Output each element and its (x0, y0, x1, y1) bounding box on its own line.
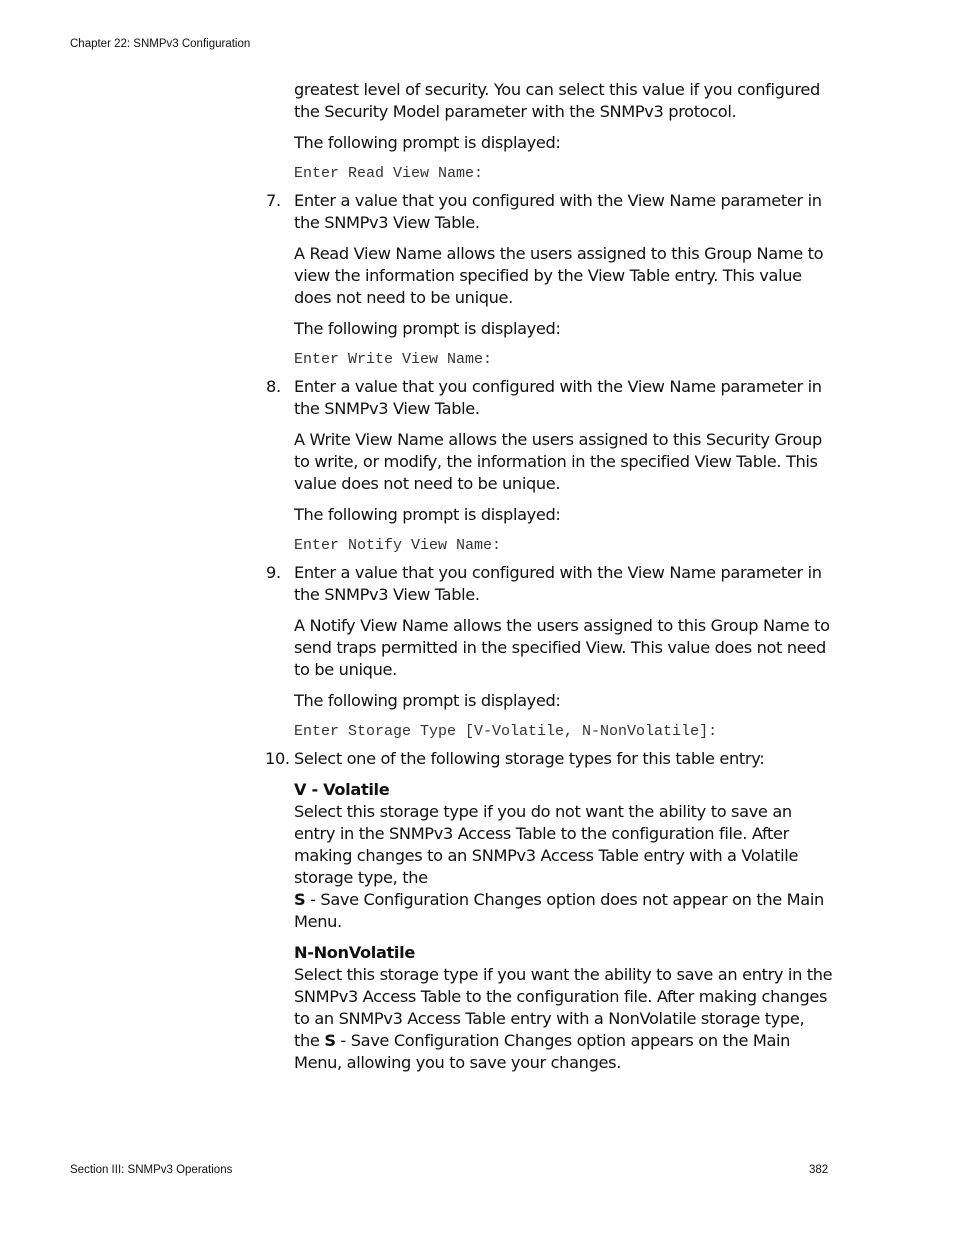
prompt-note: The following prompt is displayed: (294, 133, 561, 152)
page-body (265, 79, 834, 1083)
step-number: 10. (265, 749, 290, 768)
prompt-note: The following prompt is displayed: (294, 691, 561, 710)
step-10 (265, 748, 834, 770)
term-title: N-NonVolatile (294, 943, 415, 962)
prompt-note: The following prompt is displayed: (294, 319, 561, 338)
nonvolatile-definition (294, 942, 834, 1074)
page-number: 382 (809, 1164, 829, 1176)
step-8-detail: A Write View Name allows the users assigned to this Security Group to write, or modify, the information in the specified View Table. This value does not need to be unique. (294, 430, 822, 493)
step-number: 7. (266, 191, 281, 210)
running-header: Chapter 22: SNMPv3 Configuration (70, 38, 251, 50)
code-write-view-prompt: Enter Write View Name: (294, 351, 493, 368)
step-8 (266, 376, 834, 420)
prompt-note: The following prompt is displayed: (294, 505, 561, 524)
step-text: Enter a value that you configured with the View Name parameter in the SNMPv3 View Table. (294, 377, 822, 418)
step-text: Enter a value that you configured with the View Name parameter in the SNMPv3 View Table. (294, 563, 822, 604)
step-7-detail: A Read View Name allows the users assigned to this Group Name to view the information specified by the View Table entry. This value does not need to be unique. (294, 244, 824, 307)
code-storage-type-prompt: Enter Storage Type [V-Volatile, N-NonVolatile]: (294, 723, 718, 740)
code-notify-view-prompt: Enter Notify View Name: (294, 537, 502, 554)
intro-paragraph: greatest level of security. You can select this value if you configured the Security Model parameter with the SNMPv3 protocol. (294, 80, 820, 121)
step-9-detail: A Notify View Name allows the users assigned to this Group Name to send traps permitted in the specified View. This value does not need to be unique. (294, 616, 830, 679)
step-text: Select one of the following storage types for this table entry: (294, 749, 765, 768)
code-read-view-prompt: Enter Read View Name: (294, 165, 484, 182)
key-letter: S (324, 1031, 336, 1050)
term-description: Select this storage type if you want the ability to save an entry in the SNMPv3 Access Table to the configuration file. After making changes to an SNMPv3 Access Table entry with a NonVolatile storage type, the S - Save Configuration Changes option appears on the Main Menu, allowing you to save your changes. (294, 965, 833, 1072)
step-text: Enter a value that you configured with the View Name parameter in the SNMPv3 View Table. (294, 191, 822, 232)
key-letter: S (294, 890, 306, 909)
step-number: 9. (266, 563, 281, 582)
term-description: Select this storage type if you do not want the ability to save an entry in the SNMPv3 Access Table to the configuration file. After making changes to an SNMPv3 Access Table entry with a Volatile storage type, the S - Save Configuration Changes option does not appear on the Main Menu. (294, 802, 824, 931)
volatile-definition (294, 779, 834, 933)
term-title: V - Volatile (294, 780, 390, 799)
step-7 (266, 190, 834, 234)
step-9 (266, 562, 834, 606)
running-footer-section: Section III: SNMPv3 Operations (70, 1164, 233, 1176)
step-number: 8. (266, 377, 281, 396)
